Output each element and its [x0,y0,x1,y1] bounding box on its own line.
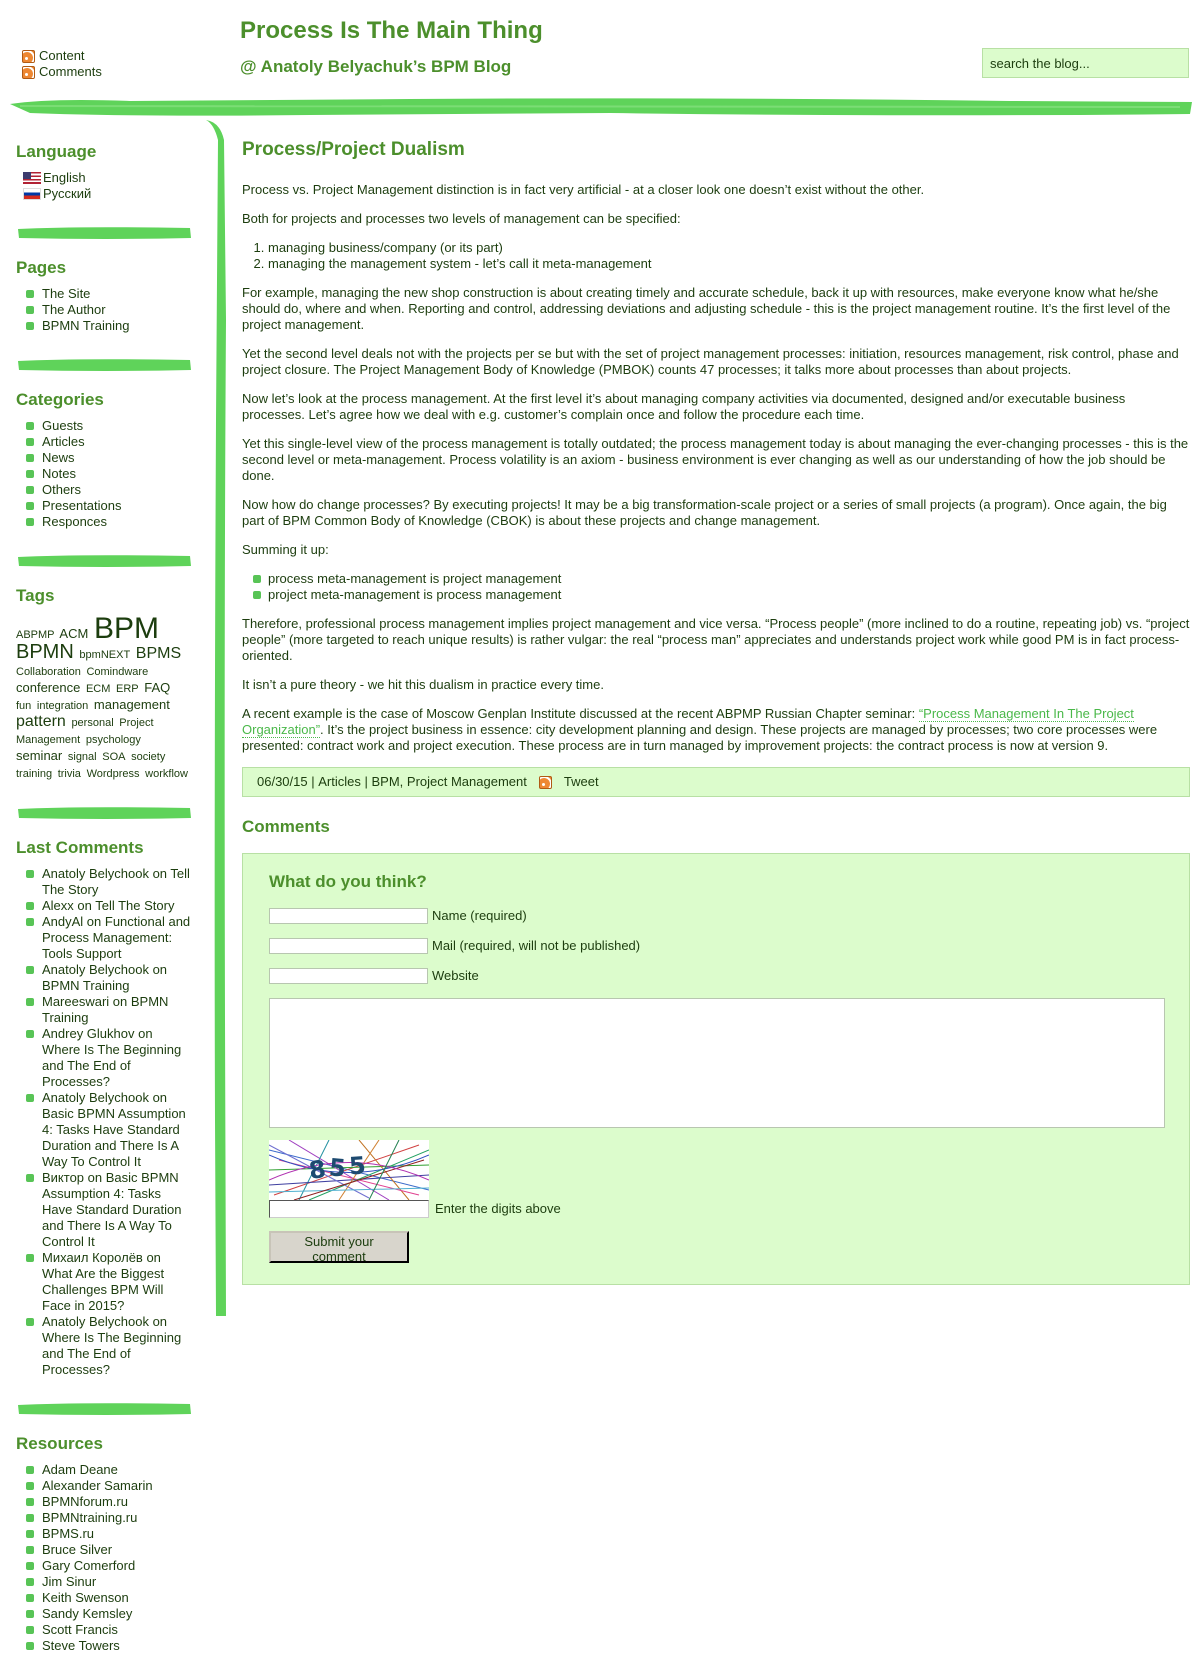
svg-text:5: 5 [327,1153,347,1183]
mail-field-row [269,938,1163,954]
post-paragraph: For example, managing the new shop construction is about creating timely and accurate schedule, back it up with resources, make everyone know what he/she should do, where and when. Reporting and control, addressing deviations and adjusting schedule - this is the project management routine. It’s the first level of the project management. [242,285,1171,332]
resource-item[interactable] [16,1638,192,1654]
captcha-row [269,1200,1163,1218]
header-brush-stroke [10,96,1192,118]
content-feed-link[interactable] [22,48,102,64]
category-item[interactable] [16,482,192,498]
mail-label: Mail (required, will not be published) [432,938,641,953]
comment-form [242,853,1190,1285]
management-levels-list [242,240,1190,272]
tag-link[interactable]: Comindware [86,666,149,678]
rss-icon [22,50,35,63]
captcha-image [269,1140,429,1200]
recent-comment-item[interactable]: Михаил Королёв on What Are the Biggest Challenges BPM Will Face in 2015? [16,1250,192,1314]
tag-link[interactable]: psychology [85,734,141,746]
tag-link[interactable]: BPM [93,612,159,645]
captcha-label: Enter the digits above [435,1201,561,1216]
comments-feed-link[interactable] [22,64,102,80]
language-item-russian[interactable] [16,186,192,202]
recent-comment-item[interactable]: Andrey Glukhov on Where Is The Beginning and The End of Processes? [16,1026,192,1090]
resource-link[interactable]: Bruce Silver [42,1542,113,1557]
site-subtitle: @ Anatoly Belyachuk’s BPM Blog [240,57,512,76]
tag-link[interactable]: FAQ [144,680,171,695]
post-paragraph: Now how do change processes? By executing projects! It may be a big transformation-scale project or a series of small projects (a program). Once again, the big part of BPM Common Body of Knowledge (CBOK) is about these projects and change management. [242,497,1167,528]
category-link[interactable]: Presentations [42,498,122,513]
tag-link[interactable]: bpmNEXT [79,649,131,661]
list-item: project meta-management is process management [242,587,1190,603]
last-comments-widget [16,838,192,1378]
svg-text:8: 8 [307,1154,328,1185]
website-field-row [269,968,1163,984]
rss-icon[interactable] [539,776,552,789]
resource-item[interactable] [16,1478,192,1494]
tag-link[interactable]: integration [36,700,89,712]
categories-widget [16,390,192,530]
post-date: 06/30/15 [257,774,308,789]
tag-link[interactable]: seminar [16,748,63,763]
tag-link[interactable]: fun [16,700,32,712]
post-paragraph: Summing it up: [242,542,329,557]
resource-link[interactable]: Jim Sinur [42,1574,97,1589]
tags-title: Tags [16,586,55,605]
website-label: Website [432,968,479,983]
sidebar-divider [16,226,192,240]
name-field-row [269,908,1163,924]
meta-separator: | [364,774,368,789]
list-item: process meta-management is project management [242,571,1190,587]
resources-title: Resources [16,1434,103,1453]
tag-link[interactable]: signal [67,751,97,763]
post-category-link[interactable]: Articles [318,774,361,789]
tag-link[interactable]: BPMN [16,641,74,663]
resources-widget [16,1434,192,1654]
category-item[interactable] [16,434,192,450]
paragraph-text: A recent example is the case of Moscow Genplan Institute discussed at the recent ABPMP Russian Chapter seminar: [242,706,919,721]
summary-list [242,571,1190,603]
resource-link[interactable]: Gary Comerford [42,1558,136,1573]
feed-links [22,48,102,80]
captcha-input[interactable] [269,1200,429,1218]
page-item[interactable] [16,286,192,302]
meta-separator: | [311,774,315,789]
post-tags-link[interactable]: BPM, Project Management [371,774,527,789]
tag-link[interactable]: workflow [145,768,188,780]
comments-feed-label[interactable]: Comments [39,64,102,79]
tag-link[interactable]: ECM [85,683,111,695]
language-item-english[interactable] [16,170,192,186]
post-paragraph: Yet this single-level view of the process management is totally outdated; the process management today is about managing the ever-changing processes - this is the second level or meta-management. Process volatility is an axiom - business environment is ever changing as well as our understanding of how the job should be done. [242,436,1189,483]
last-comments-title: Last Comments [16,838,144,857]
category-link[interactable]: Articles [42,434,85,449]
tweet-button[interactable]: Tweet [563,774,599,789]
recent-comment-item[interactable]: Anatoly Belychook on Basic BPMN Assumption 4: Tasks Have Standard Duration and There Is A Way To Control It [16,1090,192,1170]
resource-item[interactable] [16,1558,192,1574]
pages-title: Pages [16,258,67,277]
post-title[interactable]: Process/Project Dualism [242,139,465,160]
list-item: 2. managing the management system - let’s call it meta-management [268,256,1190,272]
recent-comment-item[interactable]: Anatoly Belychook on BPMN Training [16,962,192,994]
language-label[interactable]: Русский [43,186,92,201]
category-item[interactable] [16,514,192,530]
search-input[interactable] [982,48,1189,78]
recent-comment-item[interactable]: Виктор on Basic BPMN Assumption 4: Tasks Have Standard Duration and There Is A Way To Control It [16,1170,192,1250]
paragraph-text: . It’s the project business in essence: city development planning and design. These projects are managed by processes; two core processes were presented: contract work and project execution. These process are in turn managed by improvement projects: the contract process is now at version 9. [242,722,1158,753]
rss-icon [22,66,35,79]
resource-item[interactable] [16,1494,192,1510]
tag-link[interactable]: trivia [57,768,81,780]
tag-link[interactable]: Wordpress [86,768,140,780]
post-paragraph: Therefore, professional process management implies project management and vice versa. “Process people” (more inclined to do a routine, repeating job) vs. “project people” (more targeted to reach unique results) is rather vulgar: the real “process man” appreciates and understands project work while good PM is in fact process-oriented. [242,616,1190,663]
recent-comment-item[interactable]: AndyAl on Functional and Process Management: Tools Support [16,914,192,962]
category-link[interactable]: Others [42,482,82,497]
resource-link[interactable]: Alexander Samarin [42,1478,153,1493]
page-link[interactable]: The Site [42,286,91,301]
resource-link[interactable]: Steve Towers [42,1638,120,1653]
main-content [242,138,1190,1285]
name-label: Name (required) [432,908,527,923]
sidebar-divider [16,358,192,372]
category-item[interactable] [16,450,192,466]
category-link[interactable]: Guests [42,418,84,433]
svg-text:5: 5 [348,1151,367,1181]
name-input[interactable] [269,908,428,924]
tag-link[interactable]: management [93,697,170,712]
post-paragraph: Process vs. Project Management distinction is in fact very artificial - at a closer look one doesn’t exist without the other. [242,182,925,197]
tag-link[interactable]: society [131,751,166,763]
sidebar-divider [16,806,192,820]
language-title: Language [16,142,97,161]
tag-link[interactable]: SOA [102,751,126,763]
language-widget [16,142,192,202]
category-item[interactable] [16,498,192,514]
tag-link[interactable]: ERP [116,683,139,695]
resource-link[interactable]: Adam Deane [42,1462,118,1477]
page-link[interactable]: BPMN Training [42,318,130,333]
tag-link[interactable]: pattern [16,713,66,730]
tag-link[interactable]: personal [71,717,114,729]
page-item[interactable] [16,302,192,318]
resource-link[interactable]: Keith Swenson [42,1590,129,1605]
sidebar-divider [16,1402,192,1416]
post-paragraph: It isn’t a pure theory - we hit this dualism in practice every time. [242,677,604,692]
resource-item[interactable] [16,1510,192,1526]
tag-cloud [16,614,192,782]
post-meta-bar [242,767,1190,797]
tag-link[interactable]: training [16,768,53,780]
post-paragraph: Yet the second level deals not with the projects per se but with the set of project management processes: initiation, resources management, risk control, phase and project closure. The Project Management Body of Knowledge (PMBOK) counts 47 processes; it talks more about processes than about projects. [242,346,1179,377]
tag-link[interactable]: BPMS [135,645,182,662]
submit-comment-button[interactable]: Submit your comment [269,1231,409,1263]
resource-link[interactable]: BPMS.ru [42,1526,95,1541]
mail-input[interactable] [269,938,428,954]
list-item: 1. managing business/company (or its part) [268,240,1190,256]
resource-item[interactable] [16,1622,192,1638]
post-body [242,182,1190,754]
us-flag-icon [23,172,41,184]
pages-widget [16,258,192,334]
page-item[interactable] [16,318,192,334]
tag-link[interactable]: ACM [59,626,89,641]
category-link[interactable]: Responces [42,514,108,529]
tag-link[interactable]: ABPMP [16,629,55,641]
resource-link[interactable]: Sandy Kemsley [42,1606,133,1621]
seminar-link[interactable]: “Process Management In The Project Organization” [242,706,1134,737]
sidebar-brush-stroke [204,120,228,1316]
resource-item[interactable] [16,1590,192,1606]
page-link[interactable]: The Author [42,302,106,317]
content-feed-label[interactable]: Content [39,48,85,63]
category-item[interactable] [16,418,192,434]
post-paragraph: Now let’s look at the process management. At the first level it’s about managing company activities via documented, designed and/or executable business processes. Let’s agree how we deal with e.g. customer’s complain once and follow the procedure each time. [242,391,1126,422]
recent-comment-item[interactable]: Mareeswari on BPMN Training [16,994,192,1026]
category-link[interactable]: Notes [42,466,76,481]
resource-item[interactable] [16,1462,192,1478]
resource-link[interactable]: BPMNforum.ru [42,1494,128,1509]
russian-flag-icon [23,188,41,200]
comment-form-title: What do you think? [269,872,427,891]
sidebar [16,142,192,1654]
recent-comment-item[interactable]: Anatoly Belychook on Where Is The Beginning and The End of Processes? [16,1314,192,1378]
comment-textarea[interactable] [269,998,1165,1128]
resource-item[interactable] [16,1574,192,1590]
website-input[interactable] [269,968,428,984]
post-paragraph [242,706,1190,754]
post-paragraph: Both for projects and processes two levels of management can be specified: [242,211,681,226]
recent-comment-item[interactable]: Alexx on Tell The Story [16,898,192,914]
resource-link[interactable]: Scott Francis [42,1622,118,1637]
tags-widget [16,586,192,782]
category-item[interactable] [16,466,192,482]
resource-item[interactable] [16,1526,192,1542]
resource-item[interactable] [16,1606,192,1622]
resource-link[interactable]: BPMNtraining.ru [42,1510,138,1525]
tag-link[interactable]: conference [16,680,81,695]
resource-item[interactable] [16,1542,192,1558]
site-title[interactable]: Process Is The Main Thing [240,17,543,44]
comments-title: Comments [242,817,330,836]
tag-link[interactable]: Collaboration [16,666,81,678]
language-label[interactable]: English [43,170,86,185]
categories-title: Categories [16,390,104,409]
sidebar-divider [16,554,192,568]
recent-comment-item[interactable]: Anatoly Belychook on Tell The Story [16,866,192,898]
tag-link[interactable]: Project Management [16,717,154,746]
category-link[interactable]: News [42,450,75,465]
